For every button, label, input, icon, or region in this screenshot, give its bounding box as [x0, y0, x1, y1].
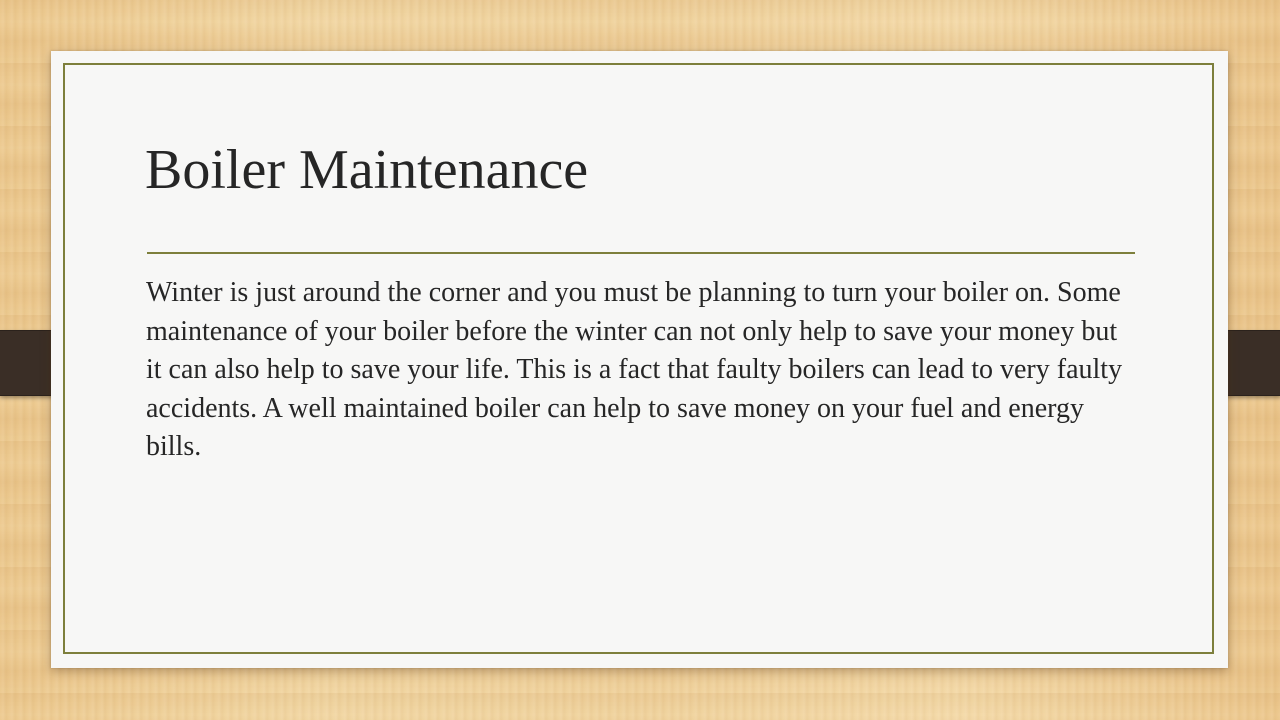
- slide-body-text: Winter is just around the corner and you must be planning to turn your boiler on. Some maintenance of your boiler before the winter can not only help to save your money but it can also help to save your life. This is a fact that faulty boilers can lead to very faulty accidents. A well maintained boiler can help to save money on your fuel and energy bills.: [146, 277, 1123, 462]
- title-divider: [147, 252, 1135, 254]
- slide-card: [51, 51, 1228, 668]
- slide-title: Boiler Maintenance: [145, 139, 589, 201]
